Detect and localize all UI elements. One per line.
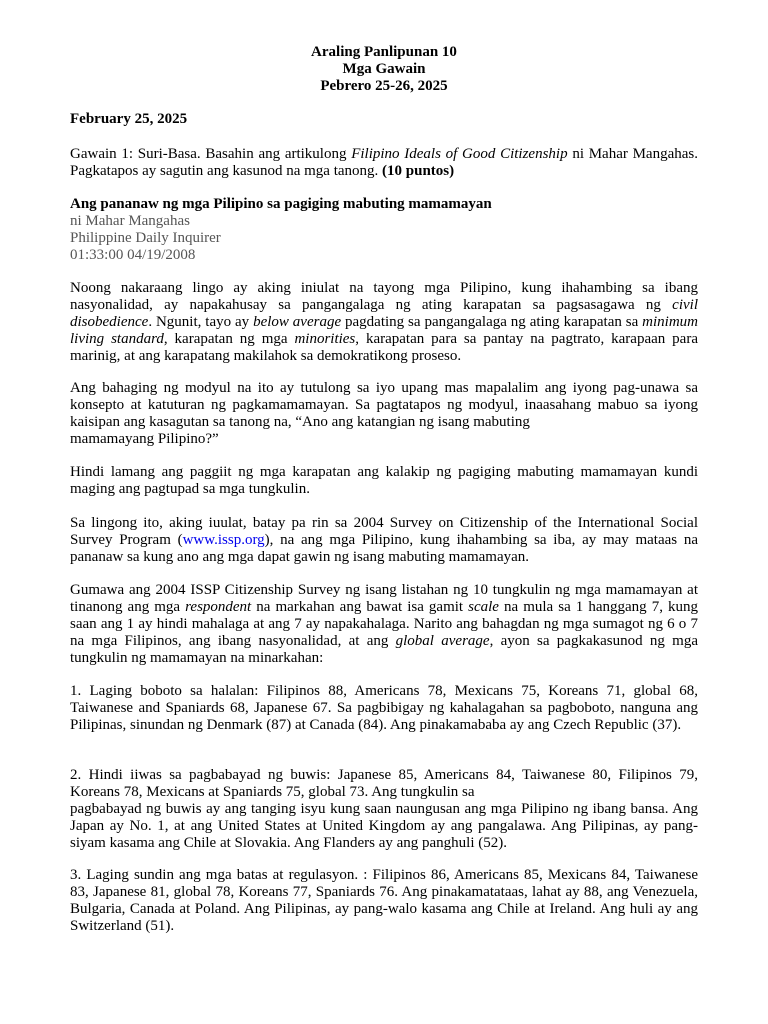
article-title: Ang pananaw ng mga Pilipino sa pagiging mabuting mamamayan <box>70 196 492 212</box>
header-title: Mga Gawain <box>342 61 426 77</box>
paragraph-3: Hindi lamang ang paggiit ng mga karapatan ang kalakip ng pagiging mabuting mamamayan kundi maging ang pagtupad sa mga tungkulin. <box>70 464 698 497</box>
issp-link[interactable]: www.issp.org <box>182 532 265 548</box>
article-publication: Philippine Daily Inquirer <box>70 230 221 246</box>
paragraph-5: Gumawa ang 2004 ISSP Citizenship Survey ng isang listahan ng 10 tungkulin ng mga mamamayan at tinanong ang mga respondent na markahan ang bawat isa gamit scale na mula sa 1 hanggang 7, kung saan ang 1 ay hindi mahalaga at ang 7 ay napakahalaga. Narito ang bahagdan ng mga sumagot ng 6 o 7 na mga Filipinos, ang ibang nasyonalidad, at ang global average, ayon sa pagkakasunod ng mga tungkulin ng mamamayan na minarkahan: <box>70 582 698 666</box>
list-item-2: 2. Hindi iiwas sa pagbabayad ng buwis: Japanese 85, Americans 84, Taiwanese 80, Filipinos 79, Koreans 78, Mexicans at Spaniards 75, global 73. Ang tungkulin sa pagbabayad ng buwis ay ang tanging isyu kung saan naungusan ang mga Pilipino ng ibang bansa. Ang Japan ay No. 1, at ang United States at United Kingdom ay ang pangalawa. Ang Pilipinas, ay pang-siyam kasama ang Chile at Slovakia. Ang Flanders ay ang panghuli (52). <box>70 767 698 851</box>
list-item-3: 3. Laging sundin ang mga batas at regulasyon. : Filipinos 86, Americans 85, Mexicans 84, Taiwanese 83, Japanese 81, global 78, Koreans 77, Spaniards 76. Ang pinakamatataas, lahat ay 88, ang Venezuela, Bulgaria, Canada at Poland. Ang Pilipinas, ay pang-walo kasama ang Chile at Ireland. Ang huli ay ang Switzerland (51). <box>70 867 698 934</box>
date-line: February 25, 2025 <box>70 111 188 127</box>
paragraph-1: Noong nakaraang lingo ay aking iniulat na tayong mga Pilipino, kung ihahambing sa ibang nasyonalidad, ay napakahusay sa pangangalaga ng ating karapatan sa pagsasagawa ng civil disobedience. Ngunit, tayo ay below average pagdating sa pangangalaga ng ating karapatan sa minimum living standard, karapatan ng mga minorities, karapatan para sa pantay na pagtrato, karapaan para marinig, at ang karapatang makilahok sa demokratikong proseso. <box>70 280 699 364</box>
header-dates: Pebrero 25-26, 2025 <box>320 78 448 94</box>
paragraph-2: Ang bahaging ng modyul na ito ay tutulong sa iyo upang mas mapalalim ang iyong pag-unawa sa konsepto at katuturan ng pagkamamamayan. Sa pagtatapos ng modyul, inaasahang mabuo sa iyong kaisipan ang kasagutan sa tanong na, “Ano ang katangian ng isang mabuting mamamayang Pilipino?” <box>70 380 698 447</box>
task-points: (10 puntos) <box>382 163 455 179</box>
article-timestamp: 01:33:00 04/19/2008 <box>70 247 196 263</box>
article-heading <box>70 196 698 264</box>
paragraph-4: Sa lingong ito, aking iuulat, batay pa rin sa 2004 Survey on Citizenship of the International Social Survey Program (www.issp.org), na ang mga Pilipino, kung ihahambing sa iba, ay may mataas na pananaw sa kung ano ang mga dapat gawin ng isang mabuting mamamayan. <box>70 515 698 565</box>
list-item-1: 1. Laging boboto sa halalan: Filipinos 88, Americans 78, Mexicans 75, Koreans 71, global 68, Taiwanese and Spaniards 68, Japanese 67. Sa pagbibigay ng kahalagahan sa pagboboto, nanguna ang Pilipinas, sinundan ng Denmark (87) at Canada (84). Ang pinakamababa ay ang Czech Republic (37). <box>70 683 698 733</box>
article-author: ni Mahar Mangahas <box>70 213 190 229</box>
header-subject: Araling Panlipunan 10 <box>311 44 457 60</box>
document-header <box>70 44 698 95</box>
article-reference: Filipino Ideals of Good Citizenship <box>351 146 568 162</box>
task-instruction: Gawain 1: Suri-Basa. Basahin ang artikulong Filipino Ideals of Good Citizenship ni Mahar Mangahas. Pagkatapos ay sagutin ang kasunod na mga tanong. (10 puntos) <box>70 146 698 179</box>
